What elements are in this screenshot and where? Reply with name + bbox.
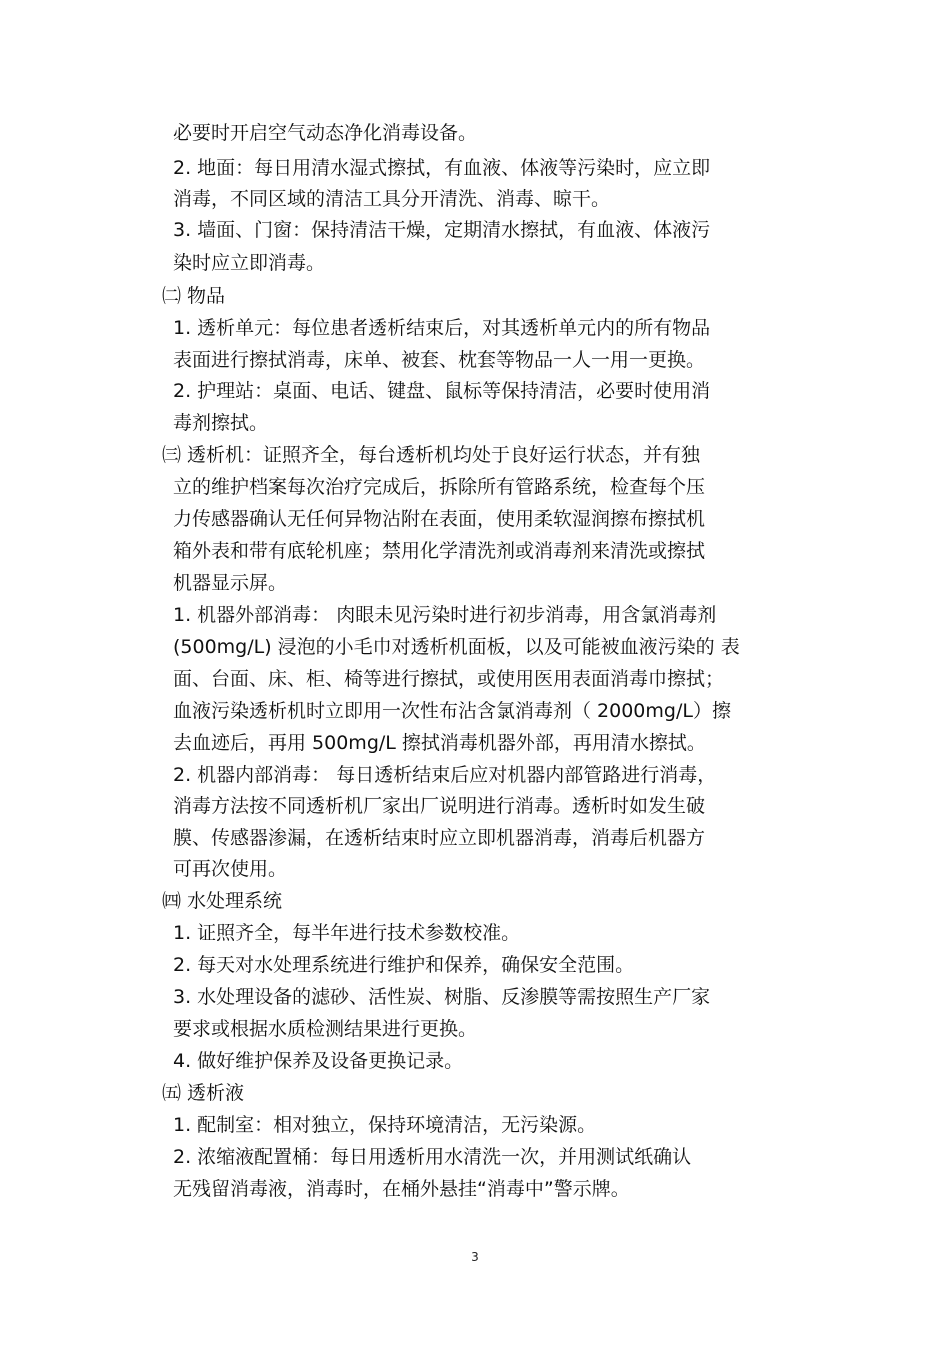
text-line: 机器显示屏。 <box>173 572 288 594</box>
text-line: 消毒，不同区域的清洁工具分开清洗、消毒、晾干。 <box>173 188 611 210</box>
text-line: 去血迹后，再用 500mg/L 擦拭消毒机器外部，再用清水擦拭。 <box>173 732 706 754</box>
section-heading: ㈤ 透析液 <box>162 1082 245 1104</box>
section-heading: ㈡ 物品 <box>162 285 226 307</box>
text-line: 1. 机器外部消毒： 肉眼未见污染时进行初步消毒，用含氯消毒剂 <box>173 604 717 626</box>
text-line: 立的维护档案每次治疗完成后，拆除所有管路系统，检查每个压 <box>173 476 706 498</box>
section-heading: ㈣ 水处理系统 <box>162 890 283 912</box>
text-line: 箱外表和带有底轮机座；禁用化学清洗剂或消毒剂来清洗或擦拭 <box>173 540 706 562</box>
text-line: 染时应立即消毒。 <box>173 252 326 274</box>
text-line: 2. 机器内部消毒： 每日透析结束后应对机器内部管路进行消毒， <box>173 764 717 786</box>
text-line: 面、台面、床、柜、椅等进行擦拭，或使用医用表面消毒巾擦拭； <box>173 668 725 690</box>
text-line: 1. 证照齐全，每半年进行技术参数校准。 <box>173 922 521 944</box>
text-line: 可再次使用。 <box>173 858 288 880</box>
text-line: 必要时开启空气动态净化消毒设备。 <box>173 122 478 144</box>
text-line: 3. 墙面、门窗：保持清洁干燥，定期清水擦拭，有血液、体液污 <box>173 219 711 241</box>
text-line: 3. 水处理设备的滤砂、活性炭、树脂、反渗膜等需按照生产厂家 <box>173 986 711 1008</box>
section-heading: ㈢ 透析机：证照齐全，每台透析机均处于良好运行状态，并有独 <box>162 444 701 466</box>
text-line: (500mg/L) 浸泡的小毛巾对透析机面板，以及可能被血液污染的 表 <box>173 636 740 658</box>
text-line: 1. 配制室：相对独立，保持环境清洁，无污染源。 <box>173 1114 597 1136</box>
text-line: 要求或根据水质检测结果进行更换。 <box>173 1018 478 1040</box>
text-line: 4. 做好维护保养及设备更换记录。 <box>173 1050 464 1072</box>
text-line: 2. 每天对水处理系统进行维护和保养，确保安全范围。 <box>173 954 635 976</box>
text-line: 表面进行擦拭消毒，床单、被套、枕套等物品一人一用一更换。 <box>173 349 706 371</box>
text-line: 2. 浓缩液配置桶：每日用透析用水清洗一次，并用测试纸确认 <box>173 1146 692 1168</box>
text-line: 1. 透析单元：每位患者透析结束后，对其透析单元内的所有物品 <box>173 317 711 339</box>
text-line: 2. 护理站：桌面、电话、键盘、鼠标等保持清洁，必要时使用消 <box>173 380 711 402</box>
page-number: 3 <box>471 1250 479 1264</box>
text-line: 膜、传感器渗漏，在透析结束时应立即机器消毒，消毒后机器方 <box>173 827 706 849</box>
text-line: 2. 地面：每日用清水湿式擦拭，有血液、体液等污染时，应立即 <box>173 157 711 179</box>
text-line: 毒剂擦拭。 <box>173 412 269 434</box>
text-line: 力传感器确认无任何异物沾附在表面，使用柔软湿润擦布擦拭机 <box>173 508 706 530</box>
text-line: 血液污染透析机时立即用一次性布沾含氯消毒剂（ 2000mg/L）擦 <box>173 700 731 722</box>
text-line: 消毒方法按不同透析机厂家出厂说明进行消毒。透析时如发生破 <box>173 795 706 817</box>
text-line: 无残留消毒液，消毒时，在桶外悬挂“消毒中”警示牌。 <box>173 1178 630 1200</box>
